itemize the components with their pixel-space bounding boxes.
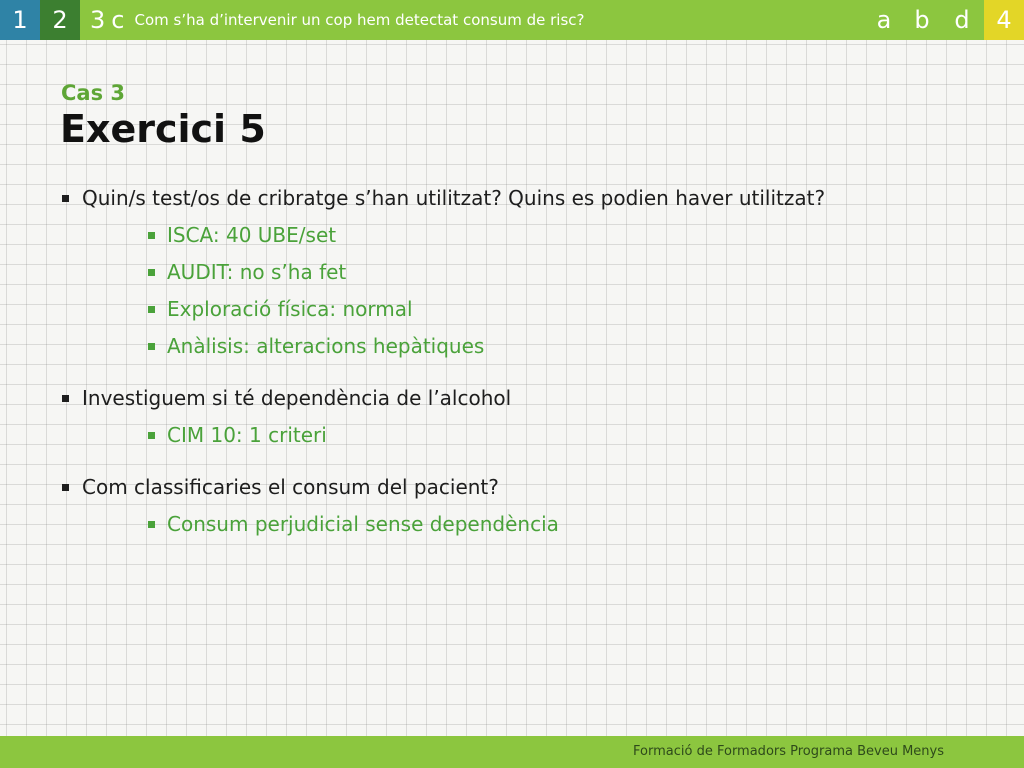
square-bullet-icon [148,521,155,528]
answer-item [60,328,960,365]
question-text: Quin/s test/os de cribratge s’han utilitzat? Quins es podien haver utilitzat? [82,186,826,210]
answer-text: CIM 10: 1 criteri [167,423,327,447]
footer-text: Formació de Formadors Programa Beveu Menys [633,744,944,759]
answer-item [60,217,960,254]
answer-item [60,506,960,543]
slide-content [60,180,960,543]
tab-letter-a[interactable]: a [876,6,892,34]
tab-section-2[interactable]: 2 [40,0,80,40]
answer-text: Exploració física: normal [167,297,413,321]
answer-item [60,254,960,291]
answer-text: Consum perjudicial sense dependència [167,512,559,536]
question-item [60,180,960,217]
answer-item [60,417,960,454]
answer-text: AUDIT: no s’ha fet [167,260,347,284]
question-text: Investiguem si té dependència de l’alcohol [82,386,512,410]
question-item [60,380,960,417]
slide-title: Exercici 5 [60,107,266,151]
square-bullet-icon [62,195,69,202]
section-subtitle: Com s’ha d’intervenir un cop hem detectat consum de risc? [134,11,585,29]
answer-item [60,291,960,328]
answer-text: Anàlisis: alteracions hepàtiques [167,334,485,358]
answer-text: ISCA: 40 UBE/set [167,223,337,247]
square-bullet-icon [148,343,155,350]
footer-bar [0,736,1024,768]
top-navigation-bar [0,0,1024,40]
current-section-letter: c [111,6,125,34]
square-bullet-icon [148,269,155,276]
tab-letter-d[interactable]: d [954,6,970,34]
square-bullet-icon [148,432,155,439]
tab-section-4[interactable]: 4 [984,0,1024,40]
square-bullet-icon [148,306,155,313]
current-section-number: 3 [90,6,106,34]
current-section [80,0,584,40]
tab-section-1[interactable]: 1 [0,0,40,40]
square-bullet-icon [62,484,69,491]
case-label: Cas 3 [61,81,126,105]
question-item [60,469,960,506]
tab-letter-b[interactable]: b [914,6,930,34]
question-text: Com classificaries el consum del pacient? [82,475,499,499]
square-bullet-icon [62,395,69,402]
square-bullet-icon [148,232,155,239]
